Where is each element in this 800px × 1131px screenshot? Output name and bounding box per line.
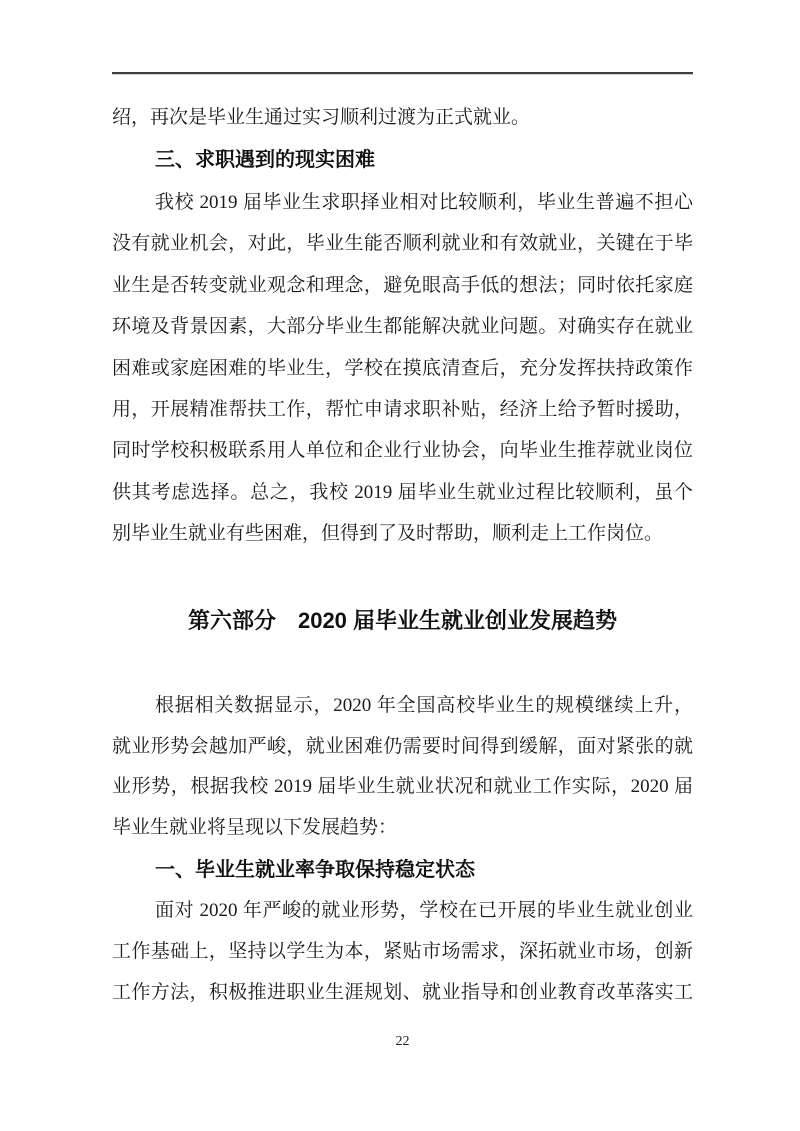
page-number: 22 — [395, 1034, 410, 1049]
paragraph-line: 同时学校积极联系用人单位和企业行业协会，向毕业生推荐就业岗位 — [112, 440, 693, 462]
paragraph-line: 工作基础上，坚持以学生为本，紧贴市场需求，深拓就业市场，创新 — [112, 941, 693, 962]
paragraph-line: 绍，再次是毕业生通过实习顺利过渡为正式就业。 — [112, 107, 531, 128]
paragraph-line: 没有就业机会，对此，毕业生能否顺利就业和有效就业，关键在于毕 — [112, 233, 693, 255]
paragraph-job-difficulties — [112, 182, 693, 555]
section-heading-employment-rate: 一、毕业生就业率争取保持稳定状态 — [155, 859, 475, 881]
paragraph-line: 困难或家庭困难的毕业生，学校在摸底清查后，充分发挥扶持政策作 — [112, 357, 693, 379]
paragraph-line: 用，开展精准帮扶工作，帮忙申请求职补贴，经济上给予暂时援助， — [112, 399, 693, 421]
section-heading-job-difficulties: 三、求职遇到的现实困难 — [155, 149, 375, 171]
paragraph-line: 我校 2019 届毕业生求职择业相对比较顺利，毕业生普遍不担心 — [155, 192, 693, 213]
paragraph-employment-rate — [112, 890, 693, 1013]
paragraph-line: 别毕业生就业有些困难，但得到了及时帮助，顺利走上工作岗位。 — [112, 523, 664, 545]
paragraph-line: 毕业生就业将呈现以下发展趋势： — [112, 816, 398, 838]
paragraph-part-six-intro — [112, 686, 693, 848]
paragraph-line: 业生是否转变就业观念和理念，避免眼高手低的想法；同时依托家庭 — [112, 274, 693, 296]
paragraph-line: 供其考虑选择。总之，我校 2019 届毕业生就业过程比较顺利，虽个 — [112, 481, 693, 503]
paragraph-line: 环境及背景因素，大部分毕业生都能解决就业问题。对确实存在就业 — [112, 316, 693, 338]
part-six-title: 第六部分 2020 届毕业生就业创业发展趋势 — [187, 608, 618, 633]
paragraph-line: 根据相关数据显示，2020 年全国高校毕业生的规模继续上升， — [155, 695, 693, 716]
paragraph-line: 业形势，根据我校 2019 届毕业生就业状况和就业工作实际，2020 届 — [112, 776, 693, 797]
paragraph-line: 工作方法，积极推进职业生涯规划、就业指导和创业教育改革落实工 — [112, 982, 693, 1003]
paragraph-line: 面对 2020 年严峻的就业形势，学校在已开展的毕业生就业创业 — [155, 900, 693, 921]
paragraph-continuation — [112, 97, 693, 138]
paragraph-line: 就业形势会越加严峻，就业困难仍需要时间得到缓解，面对紧张的就 — [112, 735, 693, 757]
header-divider-line — [112, 72, 693, 74]
